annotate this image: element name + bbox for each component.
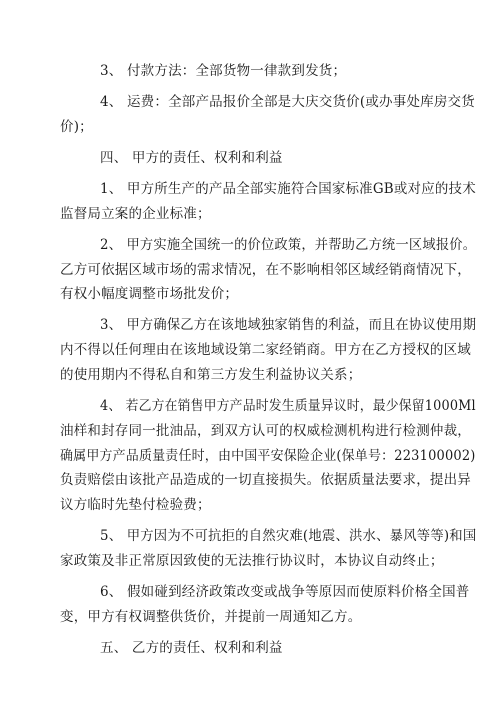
clause-1-standards: 1、 甲方所生产的产品全部实施符合国家标准GB或对应的技术	[100, 181, 476, 197]
section-4-heading: 四、 甲方的责任、权利和利益	[100, 150, 283, 166]
clause-4-quality-cont-1: 油样和封存同一批油品，到双方认可的权威检测机构进行检测仲裁，	[60, 423, 471, 439]
clause-4-quality-cont-3: 负责赔偿由该批产品造成的一切直接损失。依据质量法要求，提出异	[60, 472, 471, 488]
clause-3-exclusive-cont-2: 的使用期内不得私自和第三方发生利益协议关系；	[60, 367, 362, 383]
clause-6-price-adjust: 6、 假如碰到经济政策改变或战争等原因而使原料价格全国普	[100, 584, 470, 600]
clause-3-payment: 3、 付款方法：全部货物一律款到发货；	[100, 63, 347, 79]
clause-1-standards-cont: 监督局立案的企业标准；	[60, 206, 211, 222]
clause-2-pricing-cont-1: 乙方可依据区域市场的需求情况，在不影响相邻区域经销商情况下，	[60, 262, 471, 278]
clause-4-quality-cont-4: 议方临时先垫付检验费；	[60, 497, 211, 513]
clause-4-quality-cont-2: 确属甲方产品质量责任时，由中国平安保险企业(保单号：223100002)	[60, 448, 476, 464]
clause-4-quality: 4、 若乙方在销售甲方产品时发生质量异议时，最少保留1000Ml	[100, 398, 476, 414]
clause-5-force-majeure: 5、 甲方因为不可抗拒的自然灾难(地震、洪水、暴风等等)和国	[100, 528, 477, 544]
section-5-heading: 五、 乙方的责任、权利和利益	[100, 640, 283, 656]
clause-3-exclusive-cont-1: 内不得以任何理由在该地域设第二家经销商。甲方在乙方授权的区域	[60, 342, 471, 358]
clause-5-force-majeure-cont: 家政策及非正常原因致使的无法推行协议时，本协议自动终止；	[60, 553, 444, 569]
clause-4-freight: 4、 运费：全部产品报价全部是大庆交货价(或办事处库房交货	[100, 94, 475, 110]
clause-2-pricing: 2、 甲方实施全国统一的价位政策，并帮助乙方统一区域报价。	[100, 237, 477, 253]
clause-2-pricing-cont-2: 有权小幅度调整市场批发价；	[60, 286, 239, 302]
clause-6-price-adjust-cont: 变，甲方有权调整供货价，并提前一周通知乙方。	[60, 609, 362, 625]
clause-4-freight-cont: 价)；	[60, 119, 93, 135]
clause-3-exclusive: 3、 甲方确保乙方在该地域独家销售的利益，而且在协议使用期	[100, 317, 477, 333]
